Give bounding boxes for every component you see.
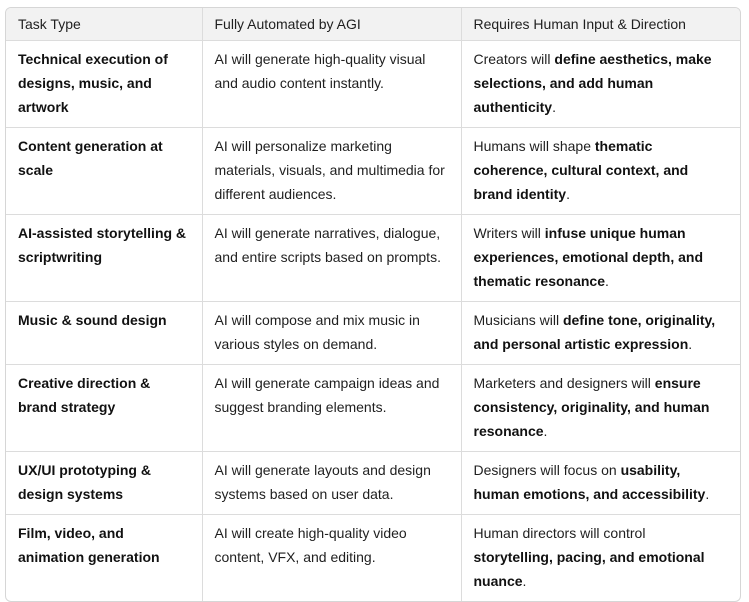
human-text: Human directors will control (473, 525, 646, 541)
human-input-cell (461, 41, 740, 128)
task-type-cell: Creative direction & brand strategy (6, 365, 202, 452)
human-input-cell (461, 215, 740, 302)
automated-cell: AI will compose and mix music in various styles on demand. (202, 302, 461, 365)
comparison-table (6, 8, 740, 601)
task-type-cell: Content generation at scale (6, 128, 202, 215)
task-type-cell: Film, video, and animation generation (6, 515, 202, 602)
header-fully-automated: Fully Automated by AGI (202, 8, 461, 41)
human-emphasis: thematic coherence, cultural context, and brand identity (473, 138, 689, 202)
table-row (6, 41, 740, 128)
human-emphasis: infuse unique human experiences, emotional depth, and thematic resonance (473, 225, 704, 289)
human-emphasis: ensure consistency, originality, and human resonance (473, 375, 710, 439)
human-input-cell (461, 128, 740, 215)
table-header-row (6, 8, 740, 41)
automated-cell: AI will generate high-quality visual and audio content instantly. (202, 41, 461, 128)
human-text: Writers will (473, 225, 545, 241)
table-row (6, 302, 740, 365)
table-row (6, 215, 740, 302)
human-input-cell (461, 452, 740, 515)
human-text: Marketers and designers will (473, 375, 655, 391)
human-input-cell (461, 365, 740, 452)
automated-cell: AI will generate layouts and design systems based on user data. (202, 452, 461, 515)
human-text-end: . (688, 336, 693, 352)
human-input-cell (461, 302, 740, 365)
table-row (6, 365, 740, 452)
human-emphasis: storytelling, pacing, and emotional nuance (473, 549, 705, 589)
header-task-type: Task Type (6, 8, 202, 41)
task-type-cell: Music & sound design (6, 302, 202, 365)
human-emphasis: define tone, originality, and personal artistic expression (473, 312, 716, 352)
human-text: Musicians will (473, 312, 563, 328)
human-emphasis: usability, human emotions, and accessibility (473, 462, 706, 502)
human-emphasis: define aesthetics, make selections, and add human authenticity (473, 51, 712, 115)
automated-cell: AI will generate campaign ideas and suggest branding elements. (202, 365, 461, 452)
table-row (6, 515, 740, 602)
table-row (6, 452, 740, 515)
task-type-cell: AI-assisted storytelling & scriptwriting (6, 215, 202, 302)
human-text: Creators will (473, 51, 555, 67)
human-text: Designers will focus on (473, 462, 621, 478)
human-text-end: . (705, 486, 710, 502)
human-text-end: . (543, 423, 548, 439)
automated-cell: AI will create high-quality video content, VFX, and editing. (202, 515, 461, 602)
task-type-cell: UX/UI prototyping & design systems (6, 452, 202, 515)
table-row (6, 128, 740, 215)
human-text-end: . (522, 573, 527, 589)
comparison-table-container (5, 7, 741, 602)
human-text: Humans will shape (473, 138, 595, 154)
automated-cell: AI will generate narratives, dialogue, and entire scripts based on prompts. (202, 215, 461, 302)
header-requires-human-input: Requires Human Input & Direction (461, 8, 740, 41)
human-text-end: . (566, 186, 570, 202)
human-text-end: . (605, 273, 609, 289)
human-text-end: . (552, 99, 556, 115)
task-type-cell: Technical execution of designs, music, and artwork (6, 41, 202, 128)
automated-cell: AI will personalize marketing materials, visuals, and multimedia for different audiences. (202, 128, 461, 215)
human-input-cell (461, 515, 740, 602)
